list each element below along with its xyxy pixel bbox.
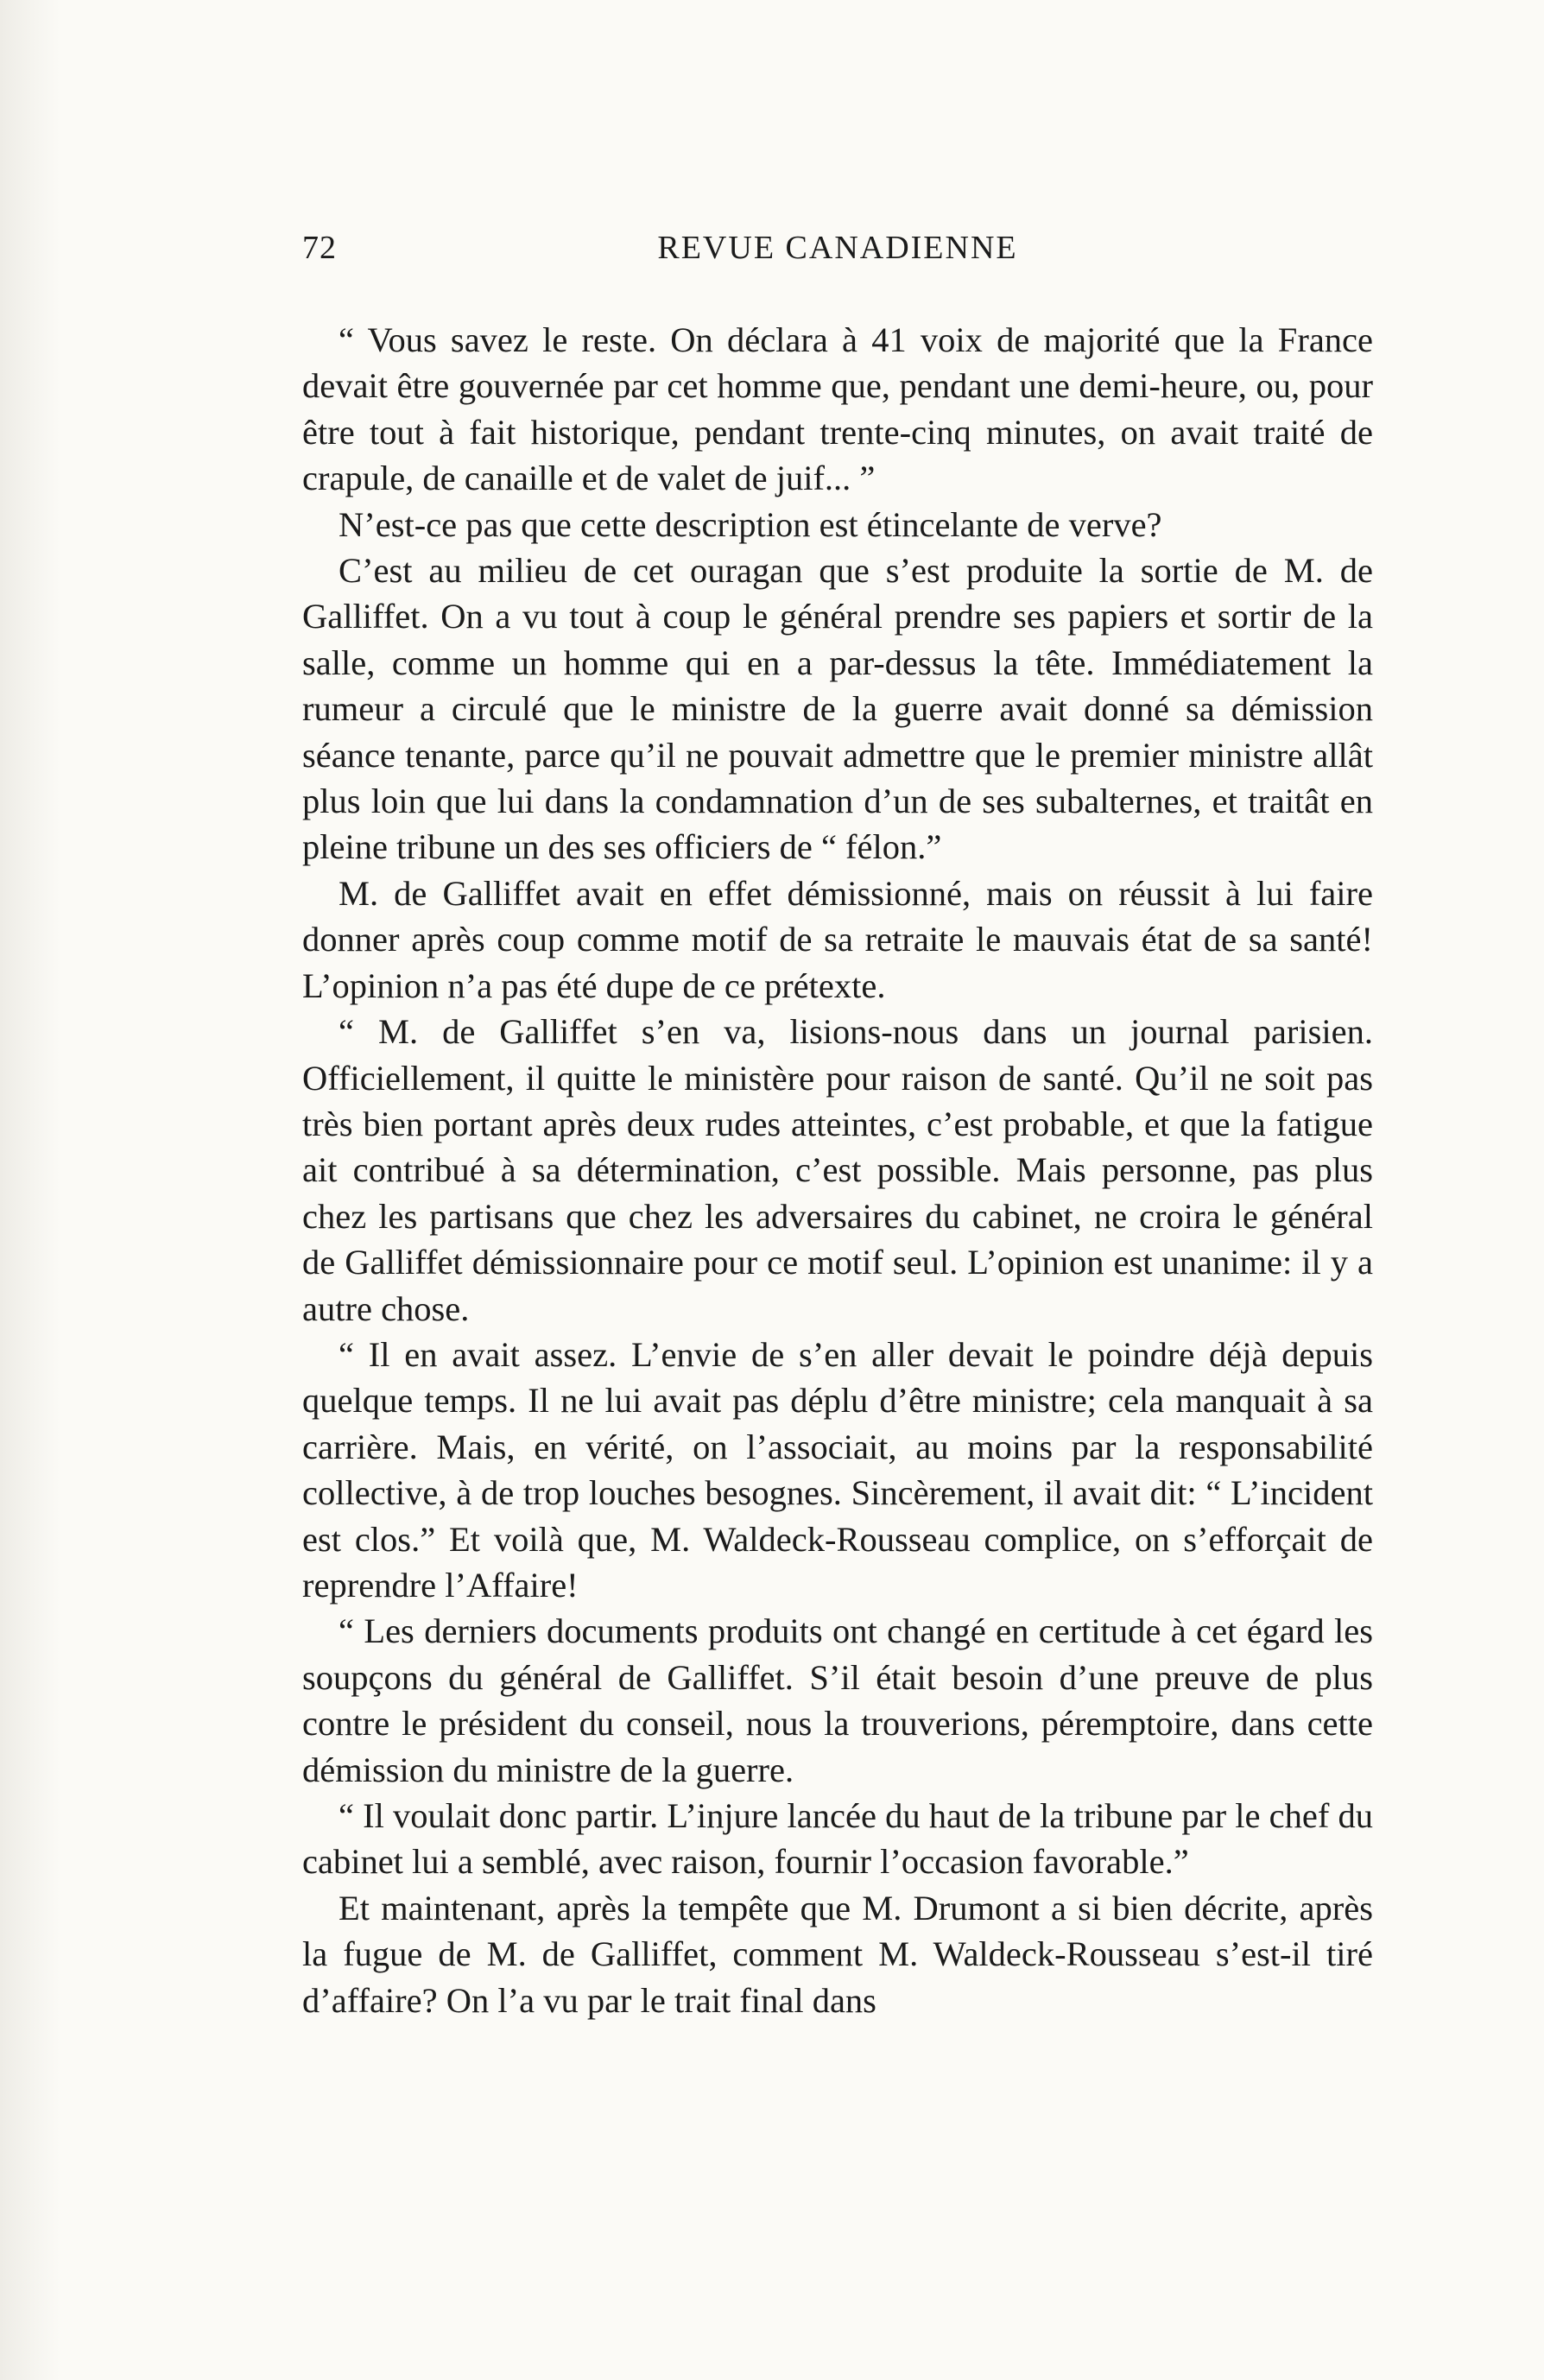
journal-title: REVUE CANADIENNE [657,230,1018,266]
page-gutter-shadow [0,0,60,2380]
paragraph: C’est au milieu de cet ouragan que s’est produite la sortie de M. de Galliffet. On a vu tout à coup le général prendre ses papiers et sortir de la salle, comme un homme qui en a par-dessus la tête. Immédiatement la rumeur a circulé que le ministre de la guerre avait donné sa démission séance tenante, parce qu’il ne pouvait admettre que le premier ministre allât plus loin que lui dans la condamnation d’un de ses subalternes, et traitât en pleine tribune un des ses officiers de “ félon.” [302,551,1373,867]
running-head [302,229,1373,281]
paragraph: Et maintenant, après la tempête que M. Drumont a si bien décrite, après la fugue de M. de Galliffet, comment M. Waldeck-Rousseau s’est-il tiré d’affaire? On l’a vu par le trait final dans [302,1888,1373,2020]
paragraph: “ Il en avait assez. L’envie de s’en aller devait le poindre déjà depuis quelque temps. Il ne lui avait pas déplu d’être ministre; cela manquait à sa carrière. Mais, en vérité, on l’associait, au moins par la responsabilité collective, à de trop louches besognes. Sincèrement, il avait dit: “ L’incident est clos.” Et voilà que, M. Waldeck-Rousseau complice, on s’efforçait de reprendre l’Affaire! [302,1334,1373,1605]
paragraph: M. de Galliffet avait en effet démissionné, mais on réussit à lui faire donner après coup comme motif de sa retraite le mauvais état de sa santé! L’opinion n’a pas été dupe de ce prétexte. [302,873,1373,1005]
paragraph: N’est-ce pas que cette description est étincelante de verve? [339,504,1162,544]
body-text [302,317,1373,2023]
paragraph: “ Il voulait donc partir. L’injure lancée du haut de la tribune par le chef du cabinet lui a semblé, avec raison, fournir l’occasion favorable.” [302,1796,1373,1882]
page-number: 72 [302,230,337,266]
paragraph: “ Vous savez le reste. On déclara à 41 voix de majorité que la France devait être gouvernée par cet homme que, pendant une demi-heure, ou, pour être tout à fait historique, pendant trente-cinq minutes, on avait traité de crapule, de canaille et de valet de juif... ” [302,320,1373,498]
paragraph: “ M. de Galliffet s’en va, lisions-nous dans un journal parisien. Officiellement, il quitte le ministère pour raison de santé. Qu’il ne soit pas très bien portant après deux rudes atteintes, c’est probable, et que la fatigue ait contribué à sa détermination, c’est possible. Mais personne, pas plus chez les partisans que chez les adversaires du cabinet, ne croira le général de Galliffet démissionnaire pour ce motif seul. L’opinion est unanime: il y a autre chose. [302,1012,1373,1328]
paragraph: “ Les derniers documents produits ont changé en certitude à cet égard les soupçons du général de Galliffet. S’il était besoin d’une preuve de plus contre le président du conseil, nous la trouverions, péremptoire, dans cette démission du ministre de la guerre. [302,1611,1373,1789]
book-page [302,229,1373,2023]
